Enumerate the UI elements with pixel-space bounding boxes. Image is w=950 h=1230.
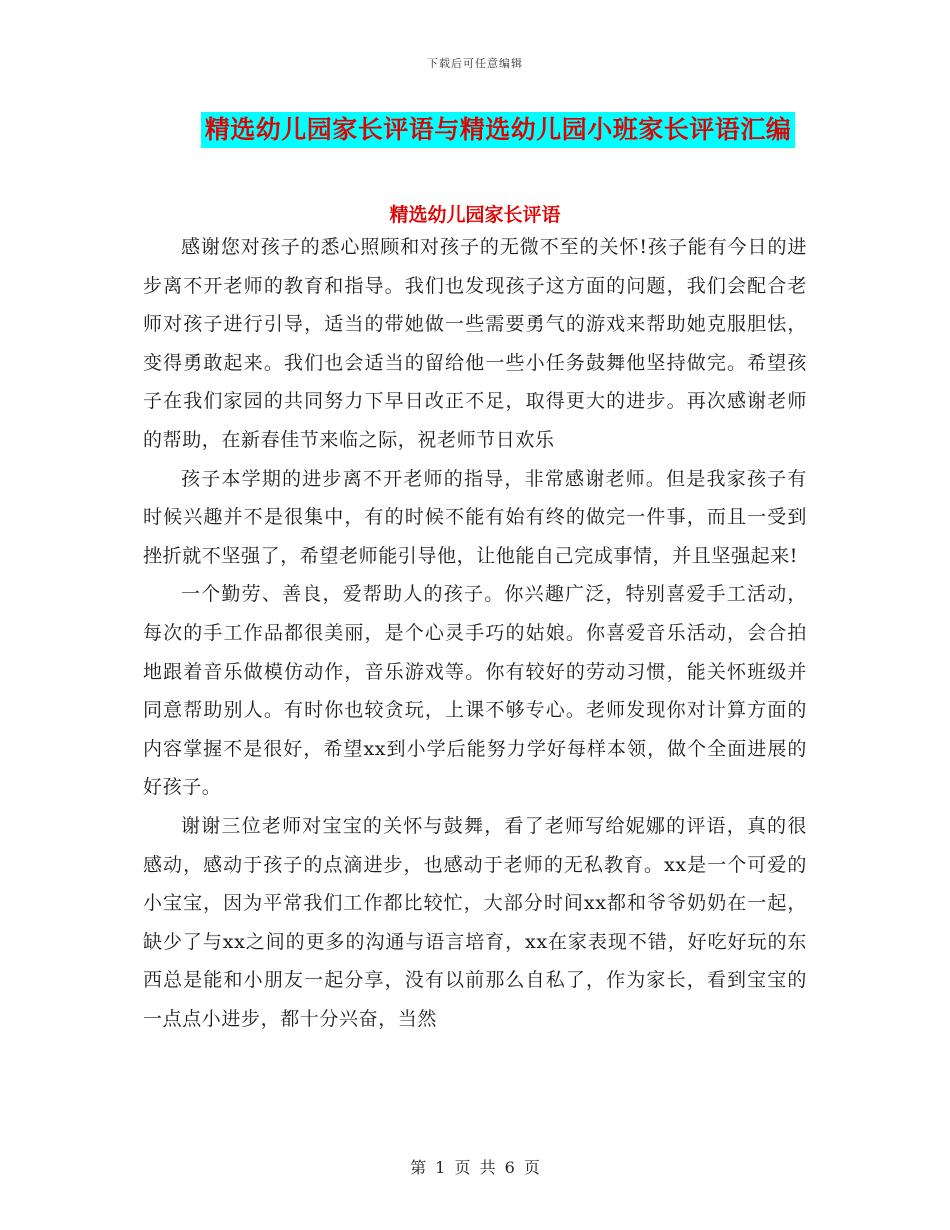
page-number-footer: 第 1 页 共 6 页	[410, 1158, 540, 1177]
paragraph: 感谢您对孩子的悉心照顾和对孩子的无微不至的关怀!孩子能有今日的进步离不开老师的教育和指导。我们也发现孩子这方面的问题，我们会配合老师对孩子进行引导，适当的带她做一些需要勇气的游戏来帮助她克服胆怯，变得勇敢起来。我们也会适当的留给他一些小任务鼓舞他坚持做完。希望孩子在我们家园的共同努力下早日改正不足，取得更大的进步。再次感谢老师的帮助，在新春佳节来临之际，祝老师节日欢乐	[143, 236, 807, 451]
paragraph: 一个勤劳、善良，爱帮助人的孩子。你兴趣广泛，特别喜爱手工活动，每次的手工作品都很美丽，是个心灵手巧的姑娘。你喜爱音乐活动，会合拍地跟着音乐做模仿动作，音乐游戏等。你有较好的劳动习惯，能关怀班级并同意帮助别人。有时你也较贪玩，上课不够专心。老师发现你对计算方面的内容掌握不是很好，希望xx到小学后能努力学好每样本领，做个全面进展的好孩子。	[143, 583, 807, 799]
paragraph: 孩子本学期的进步离不开老师的指导，非常感谢老师。但是我家孩子有时候兴趣并不是很集中，有的时候不能有始有终的做完一件事，而且一受到挫折就不坚强了，希望老师能引导他，让他能自己完成事情，并且坚强起来!	[143, 467, 807, 567]
document-title: 精选幼儿园家长评语与精选幼儿园小班家长评语汇编	[201, 112, 796, 148]
document-title-container	[0, 112, 950, 148]
section-title: 精选幼儿园家长评语	[389, 204, 561, 226]
paragraph: 谢谢三位老师对宝宝的关怀与鼓舞，看了老师写给妮娜的评语，真的很感动，感动于孩子的点滴进步，也感动于老师的无私教育。xx是一个可爱的小宝宝，因为平常我们工作都比较忙，大部分时间xx都和爷爷奶奶在一起，缺少了与xx之间的更多的沟通与语言培育，xx在家表现不错，好吃好玩的东西总是能和小朋友一起分享，没有以前那么自私了，作为家长，看到宝宝的一点点小进步，都十分兴奋，当然	[143, 814, 807, 1030]
page-header-note: 下载后可任意编辑	[427, 57, 523, 70]
document-body	[143, 228, 807, 1038]
